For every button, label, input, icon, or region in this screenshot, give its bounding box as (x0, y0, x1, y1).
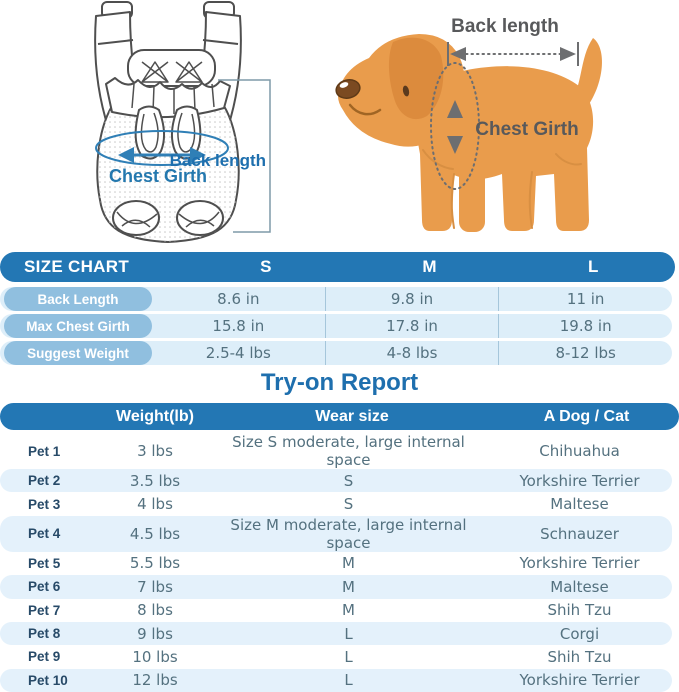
pet-wear-size: Size M moderate, large internal space (230, 515, 467, 552)
pet-breed: Maltese (550, 495, 609, 514)
pet-label: Pet 8 (28, 626, 61, 642)
pet-breed: Corgi (559, 624, 600, 643)
pet-label: Pet 2 (28, 473, 61, 489)
pet-label: Pet 9 (28, 649, 61, 665)
dog-back-length-label: Back length (451, 16, 559, 37)
size-chart-row-max-chest-girth (0, 314, 672, 338)
row-label-pill: Suggest Weight (4, 341, 152, 365)
dog-diagram (333, 4, 625, 242)
table-row (0, 516, 672, 552)
table-row (0, 645, 672, 668)
pet-weight: 4 lbs (137, 495, 173, 514)
pet-breed: Shih Tzu (547, 601, 612, 620)
pet-label: Pet 5 (28, 555, 61, 571)
chest-girth-s: 15.8 in (212, 317, 265, 335)
try-on-report-title: Try-on Report (260, 369, 419, 396)
pet-label: Pet 7 (28, 602, 61, 618)
pet-weight: 5.5 lbs (129, 554, 181, 573)
pet-weight: 3 lbs (137, 442, 173, 460)
pet-wear-size: L (344, 671, 353, 690)
size-chart-title: SIZE CHART (24, 257, 129, 276)
col-dog-cat: A Dog / Cat (543, 407, 630, 425)
back-length-l: 11 in (498, 287, 672, 311)
pet-wear-size: M (342, 601, 355, 620)
pet-breed: Yorkshire Terrier (519, 471, 640, 490)
pet-weight: 3.5 lbs (129, 471, 181, 490)
pet-weight: 7 lbs (137, 577, 173, 596)
table-row (0, 552, 672, 575)
dog-back-length-marker (448, 42, 578, 66)
size-col-m: M (422, 257, 437, 276)
table-row (0, 599, 672, 622)
size-chart-header (0, 252, 675, 282)
table-row (0, 469, 672, 492)
pet-weight: 10 lbs (132, 647, 178, 666)
pet-breed: Schnauzer (540, 524, 619, 543)
size-col-s: S (260, 257, 272, 276)
suggest-weight-l: 8-12 lbs (498, 341, 672, 365)
size-chart-row-suggest-weight (0, 341, 672, 365)
pet-wear-size: M (342, 577, 355, 596)
pet-weight: 4.5 lbs (129, 524, 181, 543)
pet-weight: 9 lbs (137, 624, 173, 643)
pet-breed: Maltese (550, 577, 609, 596)
pet-label: Pet 4 (28, 526, 61, 542)
row-label-pill: Max Chest Girth (4, 314, 152, 338)
pet-breed: Yorkshire Terrier (519, 554, 640, 573)
carrier-outline (95, 2, 241, 242)
pet-breed: Chihuahua (539, 442, 620, 460)
pet-wear-size: S (343, 471, 354, 490)
dog-chest-girth-label: Chest Girth (475, 119, 579, 140)
pet-breed: Shih Tzu (547, 647, 612, 666)
back-length-m: 9.8 in (325, 287, 499, 311)
pet-wear-size: L (344, 624, 353, 643)
pet-weight: 8 lbs (137, 601, 173, 620)
back-length-s: 8.6 in (217, 290, 260, 308)
try-on-header (0, 403, 679, 430)
table-row (0, 433, 672, 469)
pet-wear-size: L (344, 647, 353, 666)
pet-wear-size: M (342, 554, 355, 573)
size-chart-row-back-length (0, 287, 672, 311)
col-wear-size: Wear size (315, 407, 389, 425)
row-label-pill: Back Length (4, 287, 152, 311)
pet-wear-size: Size S moderate, large internal space (232, 433, 465, 469)
pet-label: Pet 1 (28, 443, 61, 459)
chest-girth-m: 17.8 in (325, 314, 499, 338)
carrier-diagram (18, 0, 318, 248)
size-col-l: L (587, 257, 599, 276)
chest-girth-l: 19.8 in (498, 314, 672, 338)
table-row (0, 575, 672, 598)
carrier-back-length-label: Back length (169, 151, 266, 170)
table-row (0, 669, 672, 692)
pet-label: Pet 3 (28, 496, 61, 512)
suggest-weight-m: 4-8 lbs (325, 341, 499, 365)
try-on-table (0, 433, 679, 692)
pet-label: Pet 10 (28, 672, 68, 688)
carrier-chest-girth-label: Chest Girth (108, 166, 208, 186)
table-row (0, 492, 672, 515)
pet-label: Pet 6 (28, 579, 61, 595)
pet-wear-size: S (343, 495, 354, 514)
suggest-weight-s: 2.5-4 lbs (205, 344, 271, 362)
pet-weight: 12 lbs (132, 671, 178, 690)
pet-breed: Yorkshire Terrier (519, 671, 640, 690)
table-row (0, 622, 672, 645)
col-weight: Weight(lb) (116, 407, 194, 425)
